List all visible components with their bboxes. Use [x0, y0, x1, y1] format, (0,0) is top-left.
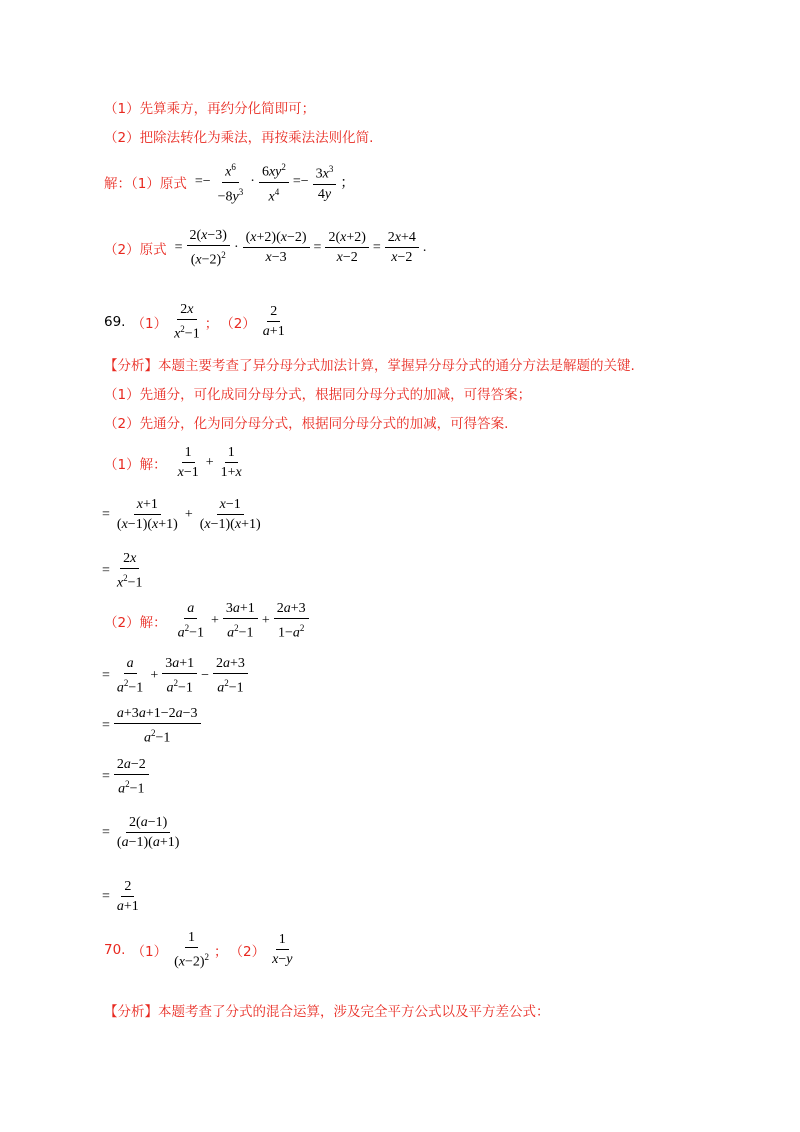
- q69-part2-label: （2）: [220, 315, 256, 332]
- q68-hint-1: （1）先算乘方，再约分化简即可；: [104, 101, 316, 117]
- q68-solution-2-label: （2）原式: [104, 241, 167, 258]
- q69-part1-label: （1）: [131, 315, 168, 332]
- q69-separator: ；: [204, 315, 219, 332]
- q69-solution-2-step-4: = $\frac{2(a-1)}{(a-1)(a+1)}$: [102, 815, 180, 850]
- q70-separator: ；: [214, 943, 228, 960]
- q69-solution-1-step-1: = $\frac{x+1}{(x-1)(x+1)}$ + $\frac{x-1}{(x-1)(x+1)}$: [102, 497, 261, 532]
- q69-solution-2-result: = $\frac{2}{a+1}$: [102, 879, 139, 914]
- q69-solution-1-result: = $\frac{2x}{x^2-1}$: [102, 551, 143, 591]
- q69-answer: 69. （1） $\frac{2x}{x^2-1}$ ； （2） $\frac{2}{a+1}$: [104, 302, 285, 342]
- q68-solution-2: （2）原式 = $\frac{2(x-3)}{(x-2)^2}$ · $\frac{(x+2)(x-2)}{x-3}$ = $\frac{2(x+2)}{x-2}$ = $\frac{2x+4}{x-2}$ .: [104, 228, 427, 268]
- q70-part1-label: （1）: [131, 943, 168, 960]
- q68-solution-1: 解：（1）原式 =− $\frac{x^6}{-8y^3}$ · $\frac{6xy^2}{x^4}$ =− $\frac{3x^3}{4y}$ ；: [104, 162, 355, 205]
- q69-hint-1: （1）先通分，可化成同分母分式，根据同分母分式的加减，可得答案；: [104, 387, 532, 403]
- q69-solution-1-label: （1）解：: [104, 456, 167, 473]
- q68-solution-1-label: 解：（1）原式: [104, 176, 187, 193]
- q69-solution-2-step-1: = $\frac{a}{a^2-1}$ + $\frac{3a+1}{a^2-1}$ − $\frac{2a+3}{a^2-1}$: [100, 656, 250, 696]
- q69-solution-2-step-3: = $\frac{2a-2}{a^2-1}$: [100, 757, 151, 797]
- q70-analysis: 【分析】本题考查了分式的混合运算，涉及完全平方公式以及平方差公式：: [104, 1004, 550, 1020]
- q69-number: 69.: [104, 313, 126, 330]
- q70-number: 70.: [104, 941, 126, 958]
- q69-solution-2-start: （2）解： $\frac{a}{a^2-1}$ + $\frac{3a+1}{a^2-1}$ + $\frac{2a+3}{1-a^2}$: [104, 601, 311, 641]
- q69-hint-2: （2）先通分，化为同分母分式，根据同分母分式的加减，可得答案.: [104, 416, 509, 432]
- q68-hint-2: （2）把除法转化为乘法，再按乘法法则化简.: [104, 130, 374, 146]
- q69-analysis: 【分析】本题主要考查了异分母分式加法计算，掌握异分母分式的通分方法是解题的关键.: [104, 358, 635, 374]
- q70-answer: 70. （1） $\frac{1}{(x-2)^2}$ ； （2） $\frac{1}{x-y}$: [104, 930, 293, 970]
- q69-solution-2-step-2: = $\frac{a+3a+1-2a-3}{a^2-1}$: [100, 706, 203, 746]
- q70-part2-label: （2）: [229, 943, 266, 960]
- q69-solution-2-label: （2）解：: [104, 614, 167, 631]
- q69-solution-1-start: （1）解： $\frac{1}{x-1}$ + $\frac{1}{1+x}$: [104, 445, 242, 480]
